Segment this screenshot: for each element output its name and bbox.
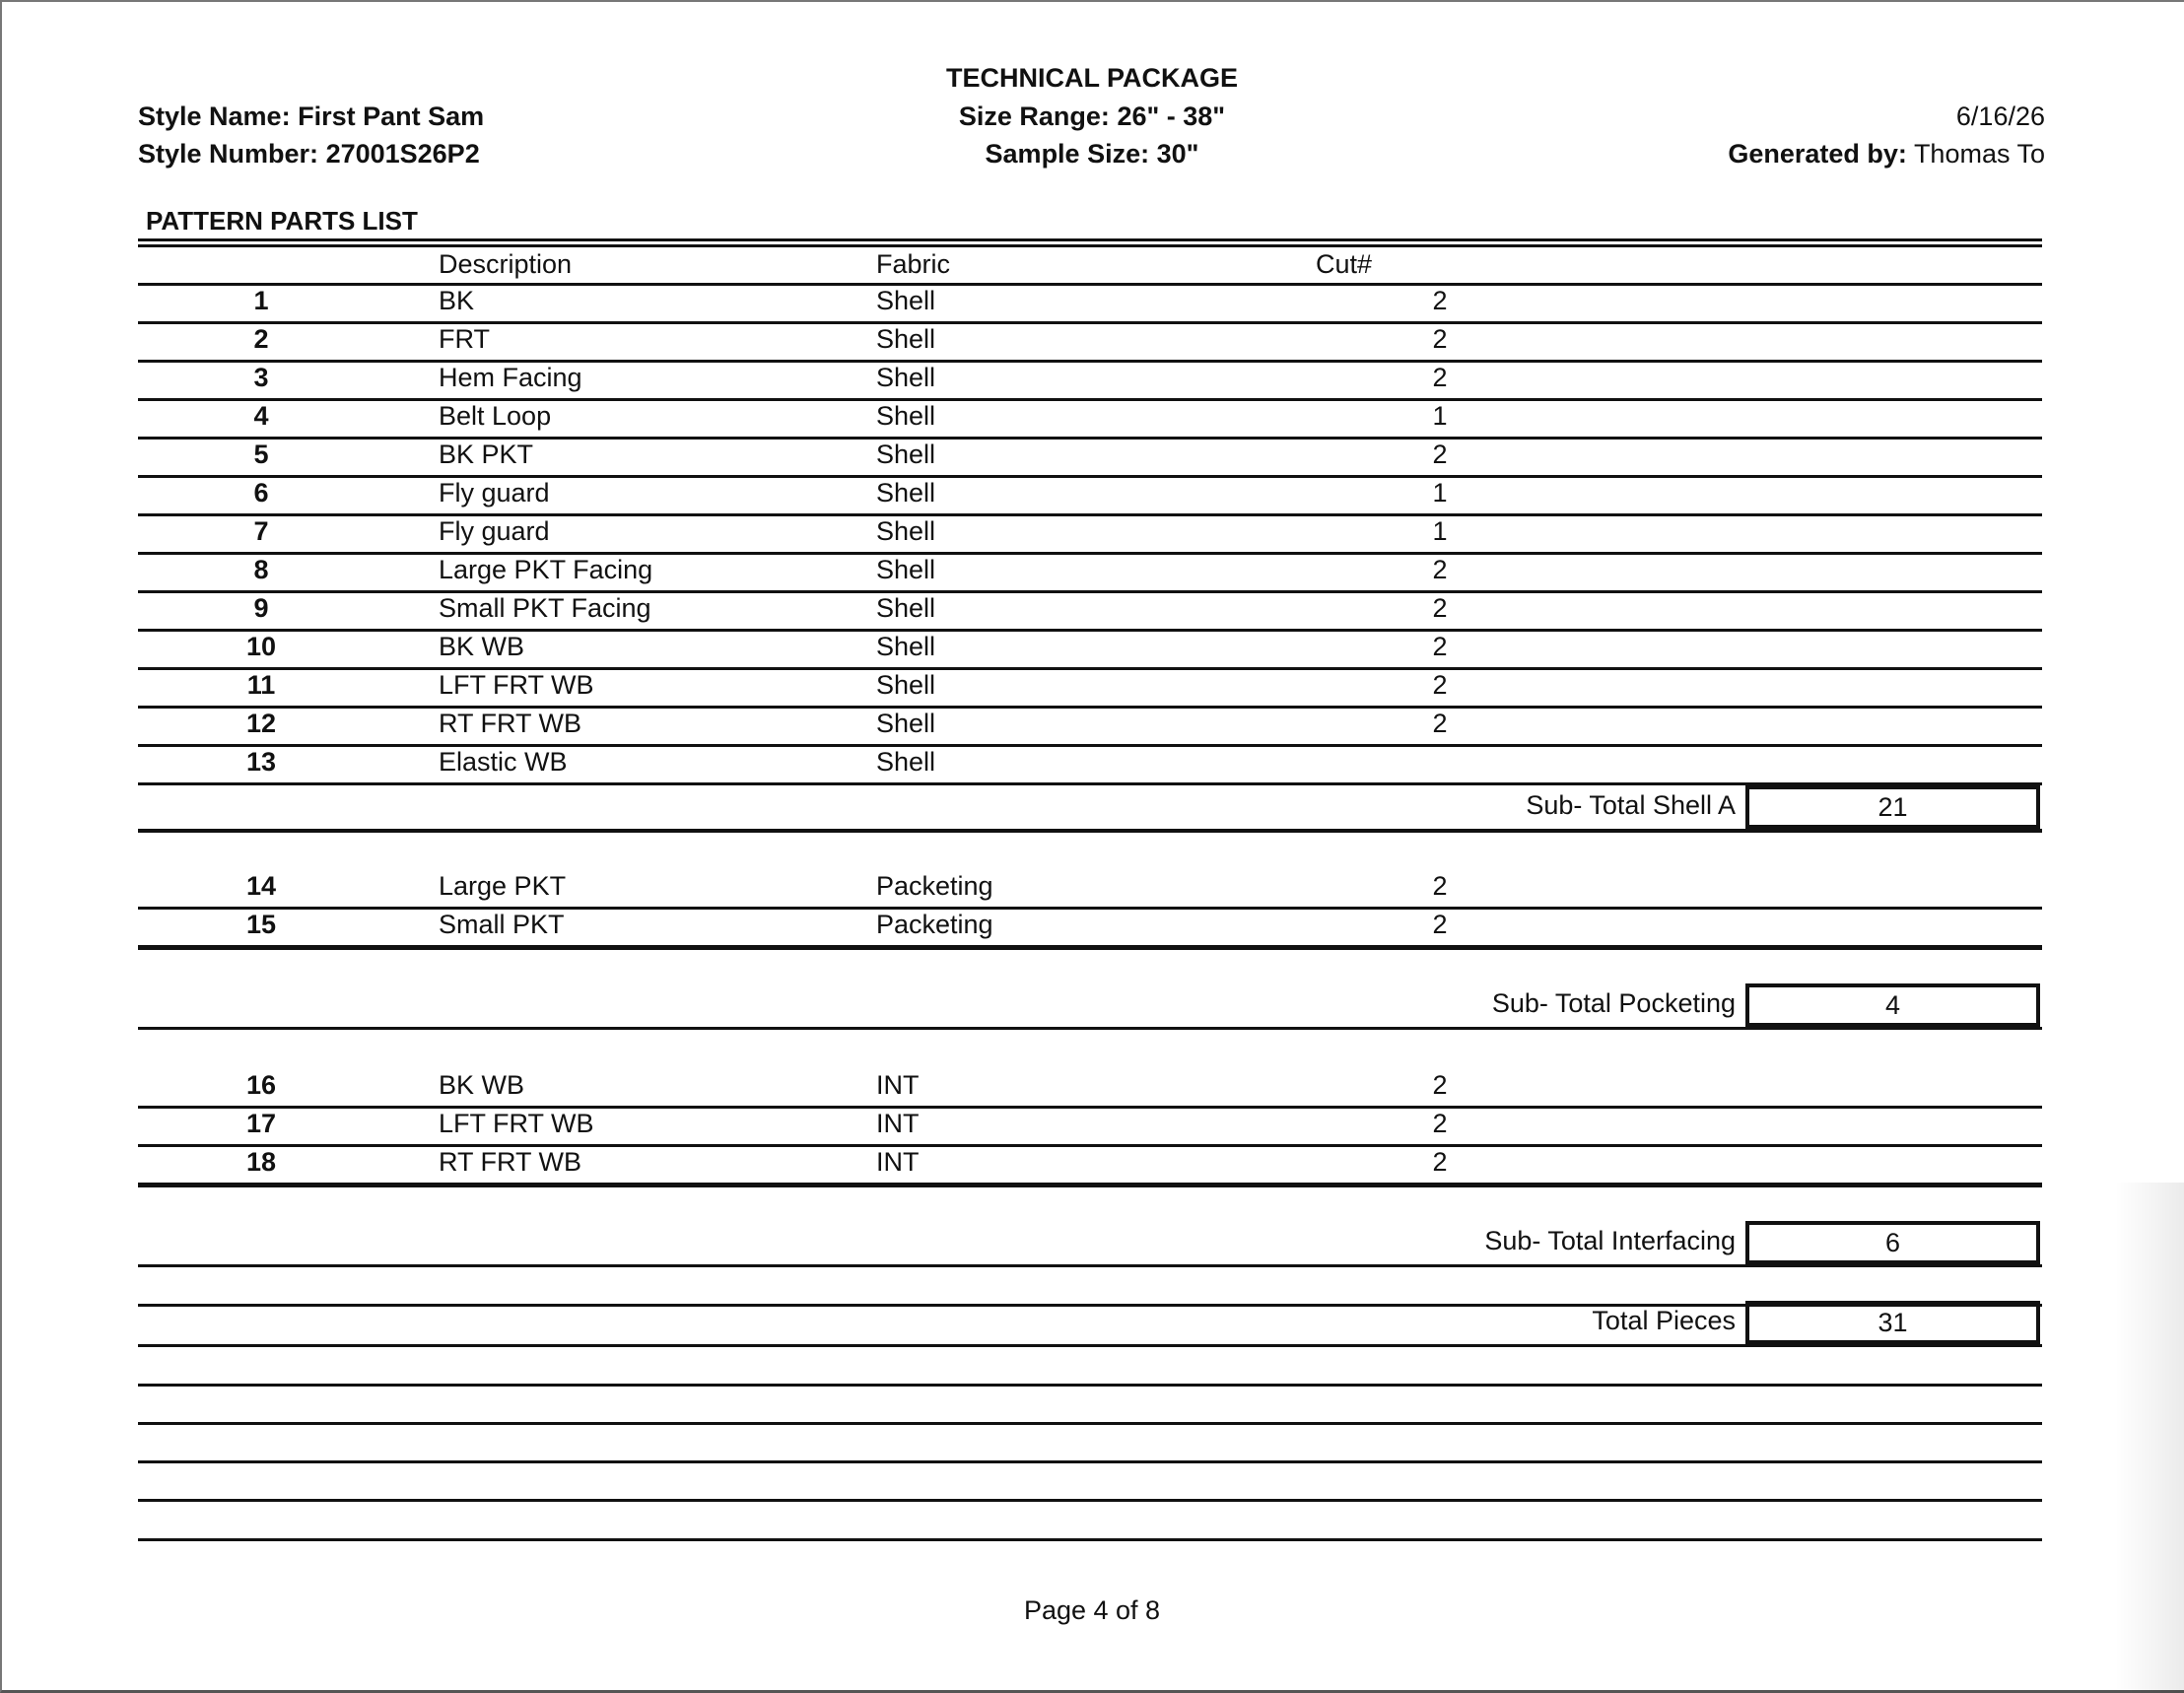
row-cut-count: 1: [1432, 478, 1448, 508]
row-number: 16: [245, 1070, 277, 1100]
row-description: BK WB: [439, 632, 525, 661]
table-row-rule: [138, 513, 2042, 516]
row-cut-count: 2: [1432, 593, 1448, 623]
row-description: LFT FRT WB: [439, 670, 594, 700]
row-fabric: INT: [876, 1147, 920, 1177]
row-number: 12: [245, 709, 277, 738]
table-row-rule: [138, 706, 2042, 709]
style-number: [138, 138, 480, 169]
table-row-rule: [138, 667, 2042, 670]
header-bottom-rule: [138, 283, 2042, 286]
row-number: 8: [253, 555, 269, 584]
table-row-rule: [138, 629, 2042, 632]
subtotal-value-box: 4: [1745, 983, 2040, 1027]
row-description: Large PKT Facing: [439, 555, 653, 584]
row-cut-count: 2: [1432, 1070, 1448, 1100]
row-number: 10: [245, 632, 277, 661]
document-date: 6/16/26: [1955, 102, 2045, 131]
row-fabric: Shell: [876, 593, 936, 623]
table-top-rule-2: [138, 244, 2042, 247]
size-range: [796, 101, 1388, 132]
subtotal-rule: [138, 829, 2042, 832]
row-fabric: Shell: [876, 632, 936, 661]
table-row-rule: [138, 321, 2042, 324]
table-row-rule: [138, 907, 2042, 910]
row-cut-count: 1: [1432, 516, 1448, 546]
section-title: PATTERN PARTS LIST: [146, 206, 418, 236]
table-row-rule: [138, 475, 2042, 478]
row-fabric: Shell: [876, 401, 936, 431]
row-description: Fly guard: [439, 516, 550, 546]
row-description: BK PKT: [439, 440, 534, 469]
empty-row-rule: [138, 1460, 2042, 1463]
row-number: 17: [245, 1109, 277, 1138]
total-rule: [138, 1344, 2042, 1347]
row-number: 14: [245, 871, 277, 901]
row-cut-count: 2: [1432, 440, 1448, 469]
row-number: 7: [253, 516, 269, 546]
empty-row-rule: [138, 1384, 2042, 1387]
blank-row-rule: [138, 947, 2042, 950]
subtotal-value-box: 21: [1745, 785, 2040, 829]
subtotal-label: Sub- Total Shell A: [1526, 790, 1736, 820]
row-fabric: Shell: [876, 555, 936, 584]
table-row-rule: [138, 437, 2042, 440]
row-fabric: Shell: [876, 363, 936, 392]
row-number: 6: [253, 478, 269, 508]
table-top-rule: [138, 238, 2042, 241]
blank-row-rule: [138, 1185, 2042, 1187]
column-header-cut: Cut#: [1316, 249, 1373, 279]
row-number: 9: [253, 593, 269, 623]
generated-by-value: Thomas To: [1913, 139, 2045, 169]
row-fabric: Shell: [876, 516, 936, 546]
sample-size: [796, 138, 1388, 169]
table-row-rule: [138, 744, 2042, 747]
style-number-value: 27001S26P2: [325, 139, 480, 169]
generated-by: [1728, 138, 2045, 169]
style-name-label: Style Name:: [138, 102, 291, 131]
row-description: Elastic WB: [439, 747, 568, 777]
size-range-label: Size Range:: [958, 102, 1110, 131]
column-header-description: Description: [439, 249, 573, 279]
row-description: RT FRT WB: [439, 709, 582, 738]
row-cut-count: 2: [1432, 910, 1448, 939]
row-number: 13: [245, 747, 277, 777]
row-fabric: INT: [876, 1109, 920, 1138]
row-fabric: INT: [876, 1070, 920, 1100]
subtotal-rule: [138, 1264, 2042, 1267]
row-description: Fly guard: [439, 478, 550, 508]
total-pieces-label: Total Pieces: [1592, 1306, 1736, 1335]
empty-row-rule: [138, 1499, 2042, 1502]
generated-by-label: Generated by:: [1728, 139, 1907, 169]
row-cut-count: 2: [1432, 709, 1448, 738]
row-description: RT FRT WB: [439, 1147, 582, 1177]
empty-row-rule: [138, 1538, 2042, 1541]
row-number: 11: [246, 670, 276, 700]
table-row-rule: [138, 398, 2042, 401]
row-number: 2: [253, 324, 269, 354]
style-name-value: First Pant Sam: [298, 102, 485, 131]
row-fabric: Packeting: [876, 871, 993, 901]
row-description: BK WB: [439, 1070, 525, 1100]
subtotal-label: Sub- Total Interfacing: [1484, 1226, 1736, 1255]
row-cut-count: 2: [1432, 1147, 1448, 1177]
row-description: Belt Loop: [439, 401, 552, 431]
row-description: FRT: [439, 324, 490, 354]
row-fabric: Shell: [876, 670, 936, 700]
row-cut-count: 2: [1432, 670, 1448, 700]
table-row-rule: [138, 1144, 2042, 1147]
document-title: TECHNICAL PACKAGE: [945, 63, 1238, 93]
row-description: LFT FRT WB: [439, 1109, 594, 1138]
subtotal-value-box: 6: [1745, 1221, 2040, 1264]
table-row-rule: [138, 360, 2042, 363]
row-description: Small PKT Facing: [439, 593, 651, 623]
row-number: 1: [253, 286, 269, 315]
row-fabric: Shell: [876, 286, 936, 315]
subtotal-label: Sub- Total Pocketing: [1491, 988, 1736, 1018]
row-cut-count: 2: [1432, 324, 1448, 354]
row-description: Hem Facing: [439, 363, 582, 392]
row-fabric: Shell: [876, 747, 936, 777]
row-cut-count: 2: [1432, 1109, 1448, 1138]
row-cut-count: 2: [1432, 871, 1448, 901]
table-row-rule: [138, 590, 2042, 593]
row-fabric: Packeting: [876, 910, 993, 939]
row-cut-count: 1: [1432, 401, 1448, 431]
row-cut-count: 2: [1432, 632, 1448, 661]
total-pieces-value-box: 31: [1745, 1301, 2040, 1344]
sample-size-label: Sample Size:: [985, 139, 1150, 169]
row-number: 15: [245, 910, 277, 939]
subtotal-rule: [138, 1027, 2042, 1030]
row-number: 3: [253, 363, 269, 392]
row-fabric: Shell: [876, 709, 936, 738]
row-fabric: Shell: [876, 324, 936, 354]
table-row-rule: [138, 552, 2042, 555]
style-name: [138, 101, 484, 132]
column-header-fabric: Fabric: [876, 249, 951, 279]
table-row-rule: [138, 1106, 2042, 1109]
row-cut-count: 2: [1432, 363, 1448, 392]
row-cut-count: 2: [1432, 286, 1448, 315]
row-number: 5: [253, 440, 269, 469]
size-range-value: 26" - 38": [1117, 102, 1226, 131]
row-description: Large PKT: [439, 871, 567, 901]
row-description: BK: [439, 286, 475, 315]
row-fabric: Shell: [876, 440, 936, 469]
style-number-label: Style Number:: [138, 139, 319, 169]
page-shadow: [2115, 1183, 2184, 1693]
row-cut-count: 2: [1432, 555, 1448, 584]
row-number: 18: [245, 1147, 277, 1177]
empty-row-rule: [138, 1422, 2042, 1425]
sample-size-value: 30": [1156, 139, 1199, 169]
row-number: 4: [253, 401, 269, 431]
row-description: Small PKT: [439, 910, 565, 939]
row-fabric: Shell: [876, 478, 936, 508]
page-number: Page 4 of 8: [1023, 1595, 1161, 1625]
